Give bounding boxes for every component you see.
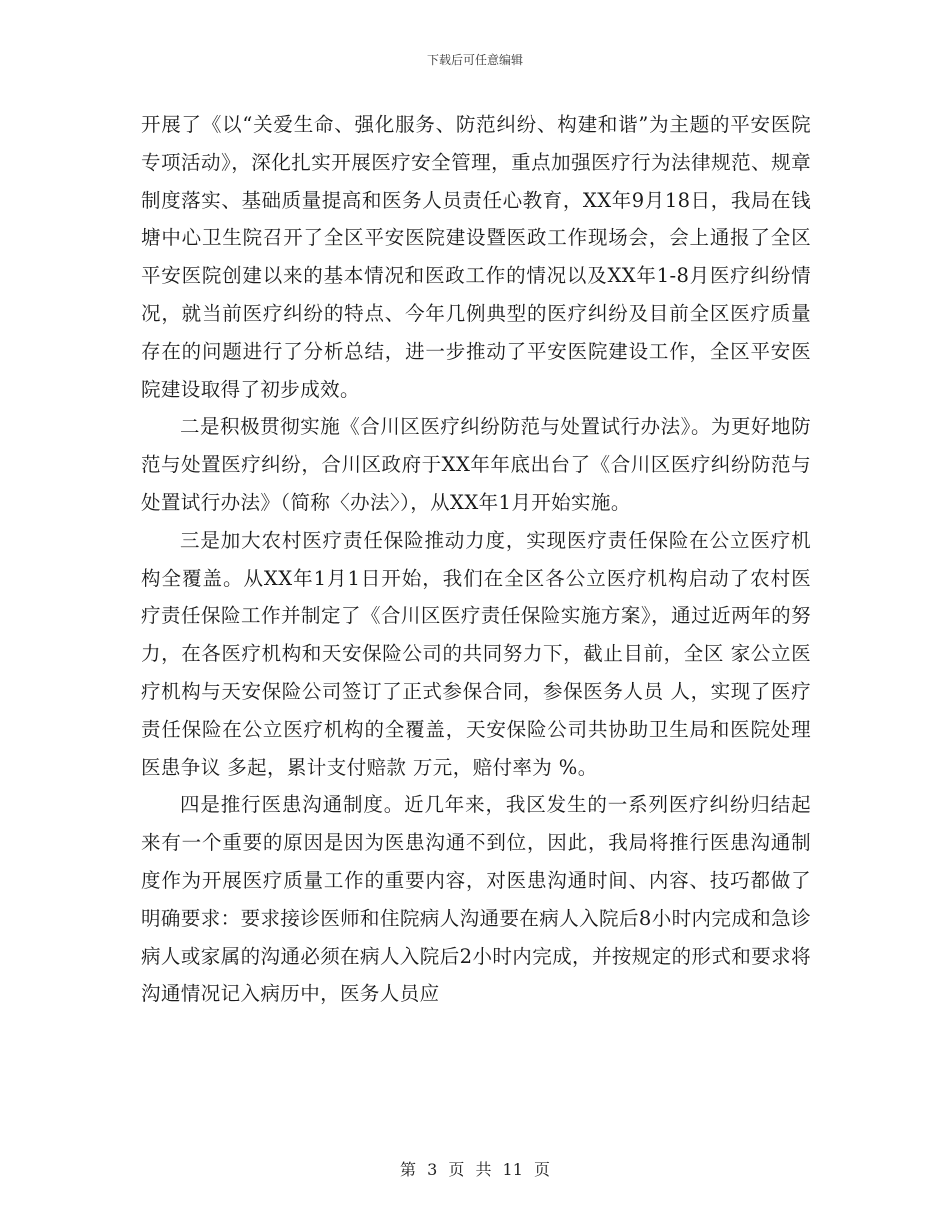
paragraph-item-three: 三是加大农村医疗责任保险推动力度，实现医疗责任保险在公立医疗机构全覆盖。从XX年1月1日开始，我们在全区各公立医疗机构启动了农村医疗责任保险工作并制定了《合川区医疗责任保险实施方案》，通过近两年的努力，在各医疗机构和天安保险公司的共同努力下，截止目前，全区 家公立医疗机构与天安保险公司签订了正式参保合同，参保医务人员 人，实现了医疗责任保险在公立医疗机构的全覆盖，天安保险公司共协助卫生局和医院处理医患争议 多起，累计支付赔款 万元，赔付率为 %。	[141, 528, 811, 779]
document-body	[141, 106, 811, 1013]
paragraph-continued: 开展了《以“关爱生命、强化服务、防范纠纷、构建和谐”为主题的平安医院专项活动》，深化扎实开展医疗安全管理，重点加强医疗行为法律规范、规章制度落实、基础质量提高和医务人员责任心教育，XX年9月18日，我局在钱塘中心卫生院召开了全区平安医院建设暨医政工作现场会，会上通报了全区平安医院创建以来的基本情况和医政工作的情况以及XX年1-8月医疗纠纷情况，就当前医疗纠纷的特点、今年几例典型的医疗纠纷及目前全区医疗质量存在的问题进行了分析总结，进一步推动了平安医院建设工作，全区平安医院建设取得了初步成效。	[141, 113, 811, 401]
paragraph-item-two: 二是积极贯彻实施《合川区医疗纠纷防范与处置试行办法》。为更好地防范与处置医疗纠纷，合川区政府于XX年年底出台了《合川区医疗纠纷防范与处置试行办法》（简称〈办法〉），从XX年1月开始实施。	[141, 415, 811, 514]
page-header: 下载后可任意编辑	[426, 53, 523, 67]
page-number-footer: 第 3 页 共 11 页	[400, 1160, 550, 1179]
paragraph-item-four: 四是推行医患沟通制度。近几年来，我区发生的一系列医疗纠纷归结起来有一个重要的原因是因为医患沟通不到位，因此，我局将推行医患沟通制度作为开展医疗质量工作的重要内容，对医患沟通时间、内容、技巧都做了明确要求：要求接诊医师和住院病人沟通要在病人入院后8小时内完成和急诊病人或家属的沟通必须在病人入院后2小时内完成，并按规定的形式和要求将沟通情况记入病历中，医务人员应	[141, 793, 811, 1006]
